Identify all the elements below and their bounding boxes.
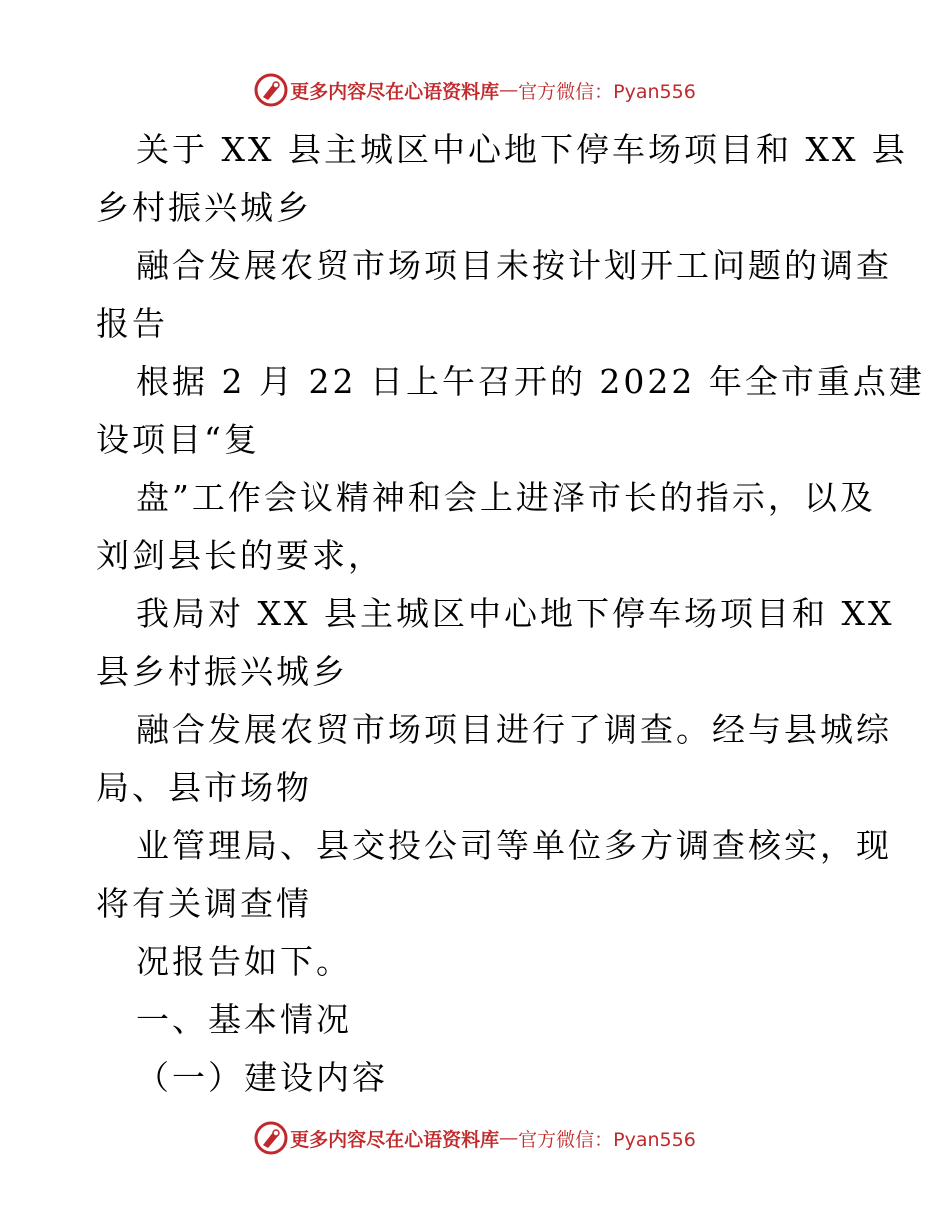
banner-brand: 更多内容尽在心语资料库 <box>290 1128 500 1151</box>
text-line: 设项目“复 <box>96 420 260 459</box>
footer-banner <box>0 1118 950 1158</box>
text-line: 我局对 XX 县主城区中心地下停车场项目和 XX <box>136 594 895 633</box>
text-line: 乡村振兴城乡 <box>96 188 312 227</box>
subsection-heading: （一）建设内容 <box>136 1058 388 1097</box>
text-line: 业管理局、县交投公司等单位多方调查核实，现 <box>136 826 892 865</box>
red-seal-logo-icon <box>254 1121 288 1155</box>
text-line: 盘”工作会议精神和会上进泽市长的指示，以及 <box>136 478 876 517</box>
section-heading: 一、基本情况 <box>136 1000 352 1039</box>
banner-official-wechat: 官方微信：Pyan556 <box>518 1128 696 1151</box>
text-line: 将有关调查情 <box>96 884 312 923</box>
text-line: 况报告如下。 <box>136 942 352 981</box>
document-body <box>96 121 925 1107</box>
header-banner <box>0 70 950 110</box>
banner-separator: — <box>499 79 519 101</box>
banner-separator: — <box>499 1127 519 1149</box>
text-line: 融合发展农贸市场项目进行了调查。经与县城综 <box>136 710 892 749</box>
text-line: 县乡村振兴城乡 <box>96 652 348 691</box>
banner-brand: 更多内容尽在心语资料库 <box>290 80 500 103</box>
text-line: 报告 <box>96 304 168 343</box>
red-seal-logo-icon <box>254 73 288 107</box>
text-line: 刘剑县长的要求， <box>96 536 384 575</box>
text-line: 关于 XX 县主城区中心地下停车场项目和 XX 县 <box>136 130 908 169</box>
text-line: 融合发展农贸市场项目未按计划开工问题的调查 <box>136 246 892 285</box>
banner-official-wechat: 官方微信：Pyan556 <box>518 80 696 103</box>
text-line: 局、县市场物 <box>96 768 312 807</box>
text-line: 根据 2 月 22 日上午召开的 2022 年全市重点建 <box>136 362 925 401</box>
